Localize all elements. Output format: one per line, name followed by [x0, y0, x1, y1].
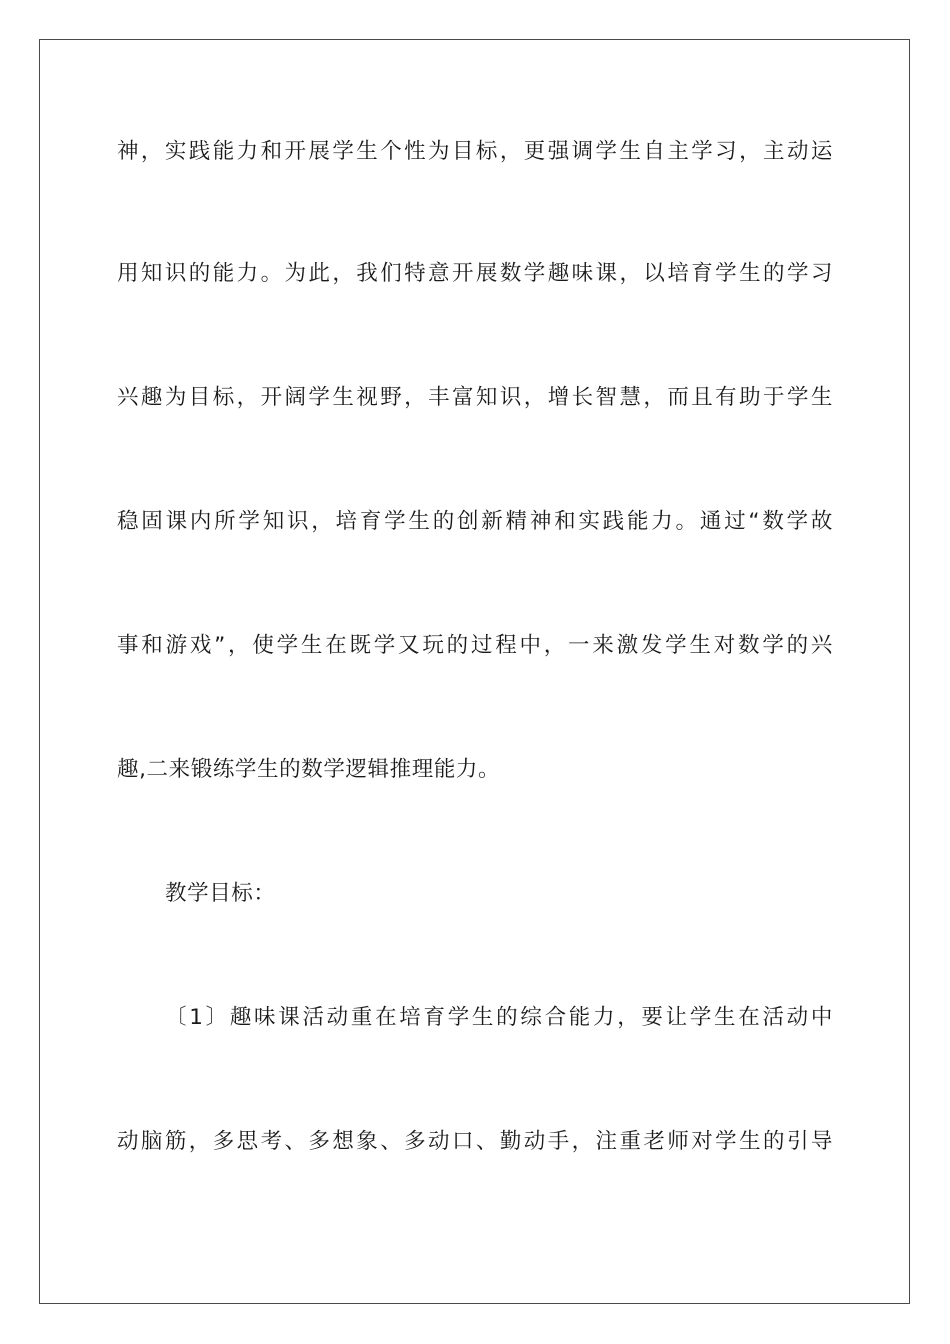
body-text-line-4: 稳固课内所学知识，培育学生的创新精神和实践能力。通过“数学故	[117, 509, 833, 534]
body-text-line-1: 神，实践能力和开展学生个性为目标，更强调学生自主学习，主动运	[117, 139, 833, 164]
list-item-1-line-2: 动脑筋，多思考、多想象、多动口、勤动手，注重老师对学生的引导	[117, 1129, 833, 1154]
body-text-line-2: 用知识的能力。为此，我们特意开展数学趣味课，以培育学生的学习	[117, 261, 833, 286]
body-text-line-6: 趣,二来锻练学生的数学逻辑推理能力。	[117, 757, 501, 782]
section-heading: 教学目标：	[165, 881, 276, 906]
list-item-1-line-1: 〔1〕趣味课活动重在培育学生的综合能力，要让学生在活动中	[165, 1005, 833, 1030]
page-border	[39, 39, 910, 1304]
body-text-line-3: 兴趣为目标，开阔学生视野，丰富知识，增长智慧，而且有助于学生	[117, 385, 833, 410]
body-text-line-5: 事和游戏”，使学生在既学又玩的过程中，一来激发学生对数学的兴	[117, 633, 833, 658]
